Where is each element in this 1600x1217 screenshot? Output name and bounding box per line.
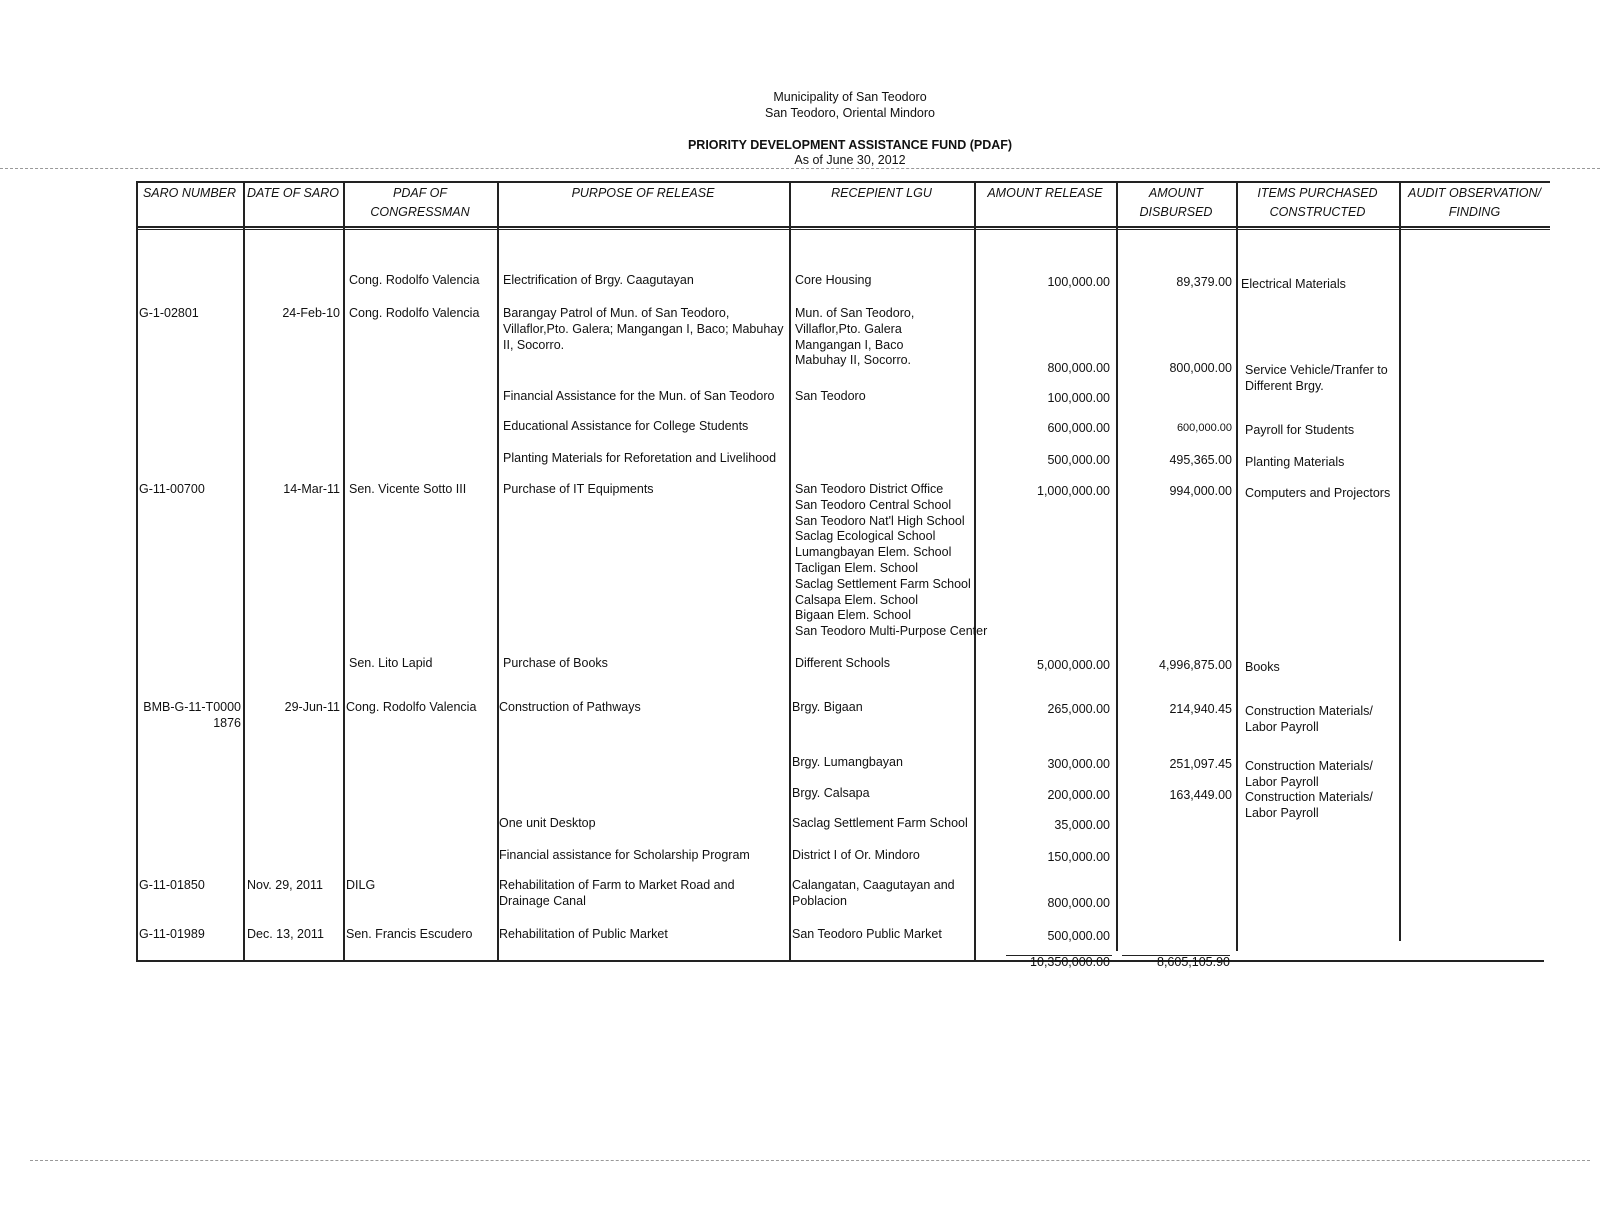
items-purchased: Planting Materials: [1245, 455, 1345, 469]
amount-release: 265,000.00: [1047, 702, 1110, 716]
purpose: Financial Assistance for the Mun. of San Teodoro: [503, 389, 775, 403]
congressman: Cong. Rodolfo Valencia: [349, 306, 480, 320]
document-title: PRIORITY DEVELOPMENT ASSISTANCE FUND (PDAF): [687, 138, 1013, 152]
municipality-address: San Teodoro, Oriental Mindoro: [764, 106, 935, 120]
total-amount-disbursed: 8,605,105.90: [1157, 955, 1230, 969]
column-header: ITEMS PURCHASED CONSTRUCTED: [1257, 186, 1378, 219]
saro-number: G-11-01989: [139, 927, 205, 941]
column-divider: [136, 181, 138, 961]
purpose: Purchase of IT Equipments: [503, 482, 654, 496]
recipient-lgu: San Teodoro District Office San Teodoro Central School San Teodoro Nat'l High School Saclag Ecological School Lumangbayan Elem. School Tacligan Elem. School Saclag Settlement Farm School Calsapa Elem. School Bigaan Elem. School San Teodoro Multi-Purpose Center: [795, 482, 988, 639]
items-purchased: Construction Materials/ Labor Payroll: [1245, 704, 1373, 734]
column-divider: [1399, 181, 1401, 941]
column-header: PDAF OF CONGRESSMAN: [370, 186, 470, 219]
column-header: RECEPIENT LGU: [831, 186, 932, 200]
scan-artifact-line: [30, 1160, 1590, 1162]
amount-release: 800,000.00: [1047, 896, 1110, 910]
amount-disbursed: 600,000.00: [1176, 422, 1232, 434]
amount-release: 300,000.00: [1047, 757, 1110, 771]
congressman: Sen. Lito Lapid: [349, 656, 433, 670]
recipient-lgu: Core Housing: [795, 273, 872, 287]
recipient-lgu: Mun. of San Teodoro, Villaflor,Pto. Galera Mangangan I, Baco Mabuhay II, Socorro.: [795, 306, 915, 368]
congressman: Cong. Rodolfo Valencia: [349, 273, 480, 287]
saro-date: Nov. 29, 2011: [247, 878, 323, 892]
amount-release: 35,000.00: [1054, 818, 1110, 832]
amount-disbursed: 163,449.00: [1169, 788, 1232, 802]
recipient-lgu: Brgy. Lumangbayan: [792, 755, 903, 769]
saro-number: G-11-00700: [139, 482, 205, 496]
as-of-date: As of June 30, 2012: [794, 153, 906, 167]
purpose: Financial assistance for Scholarship Program: [499, 848, 750, 862]
amount-disbursed: 495,365.00: [1169, 453, 1232, 467]
amount-disbursed: 214,940.45: [1169, 702, 1232, 716]
amount-disbursed: 800,000.00: [1169, 361, 1232, 375]
purpose: Planting Materials for Reforetation and Livelihood: [503, 451, 777, 465]
items-purchased: Service Vehicle/Tranfer to Different Brgy.: [1245, 363, 1388, 393]
municipality-name: Municipality of San Teodoro: [773, 90, 927, 104]
congressman: DILG: [346, 878, 376, 892]
purpose: Construction of Pathways: [499, 700, 641, 714]
column-divider: [789, 181, 791, 961]
column-header: SARO NUMBER: [142, 186, 237, 200]
purpose: Rehabilitation of Farm to Market Road and Drainage Canal: [499, 878, 735, 908]
recipient-lgu: Different Schools: [795, 656, 890, 670]
column-header: AMOUNT RELEASE: [987, 186, 1103, 200]
scan-artifact-line: [0, 168, 1600, 170]
items-purchased: Computers and Projectors: [1245, 486, 1391, 500]
congressman: Sen. Vicente Sotto III: [349, 482, 467, 496]
purpose: Electrification of Brgy. Caagutayan: [503, 273, 694, 287]
column-divider: [343, 181, 345, 961]
recipient-lgu: San Teodoro: [795, 389, 866, 403]
amount-disbursed: 89,379.00: [1176, 275, 1232, 289]
saro-number: G-11-01850: [139, 878, 205, 892]
column-header: AUDIT OBSERVATION/ FINDING: [1408, 186, 1541, 219]
column-header: DATE OF SARO: [247, 186, 339, 200]
total-amount-release: 10,350,000.00: [1030, 955, 1110, 969]
column-divider: [1116, 181, 1118, 951]
amount-release: 500,000.00: [1047, 453, 1110, 467]
items-purchased: Payroll for Students: [1245, 423, 1355, 437]
column-divider: [243, 181, 245, 961]
congressman: Cong. Rodolfo Valencia: [346, 700, 477, 714]
recipient-lgu: San Teodoro Public Market: [792, 927, 942, 941]
items-purchased: Books: [1245, 660, 1280, 674]
amount-release: 500,000.00: [1047, 929, 1110, 943]
recipient-lgu: Saclag Settlement Farm School: [792, 816, 968, 830]
saro-date: Dec. 13, 2011: [247, 927, 324, 941]
column-divider: [497, 181, 499, 961]
items-purchased: Construction Materials/ Labor Payroll: [1245, 790, 1373, 820]
column-header: AMOUNT DISBURSED: [1139, 186, 1213, 219]
amount-disbursed: 251,097.45: [1169, 757, 1232, 771]
header-bottom-border: [136, 229, 1550, 230]
amount-release: 100,000.00: [1047, 275, 1110, 289]
recipient-lgu: Brgy. Calsapa: [792, 786, 870, 800]
amount-release: 600,000.00: [1047, 421, 1110, 435]
saro-date: 29-Jun-11: [284, 700, 340, 714]
saro-number: BMB-G-11-T0000 1876: [143, 700, 241, 730]
amount-release: 800,000.00: [1047, 361, 1110, 375]
table-bottom-border: [136, 960, 1544, 962]
column-divider: [1236, 181, 1238, 951]
amount-release: 200,000.00: [1047, 788, 1110, 802]
header-bottom-border: [136, 226, 1550, 228]
saro-date: 14-Mar-11: [283, 482, 340, 496]
amount-disbursed: 994,000.00: [1169, 484, 1232, 498]
purpose: Educational Assistance for College Students: [503, 419, 749, 433]
purpose: One unit Desktop: [499, 816, 596, 830]
items-purchased: Electrical Materials: [1241, 277, 1346, 291]
purpose: Rehabilitation of Public Market: [499, 927, 668, 941]
recipient-lgu: Brgy. Bigaan: [792, 700, 863, 714]
amount-disbursed: 4,996,875.00: [1159, 658, 1232, 672]
amount-release: 5,000,000.00: [1037, 658, 1110, 672]
items-purchased: Construction Materials/ Labor Payroll: [1245, 759, 1373, 789]
congressman: Sen. Francis Escudero: [346, 927, 473, 941]
table-top-border: [136, 181, 1550, 183]
purpose: Barangay Patrol of Mun. of San Teodoro, Villaflor,Pto. Galera; Mangangan I, Baco; Mabuhay II, Socorro.: [503, 306, 784, 352]
amount-release: 100,000.00: [1047, 391, 1110, 405]
purpose: Purchase of Books: [503, 656, 608, 670]
recipient-lgu: District I of Or. Mindoro: [792, 848, 920, 862]
saro-number: G-1-02801: [139, 306, 199, 320]
saro-date: 24-Feb-10: [282, 306, 340, 320]
amount-release: 150,000.00: [1047, 850, 1110, 864]
amount-release: 1,000,000.00: [1037, 484, 1110, 498]
recipient-lgu: Calangatan, Caagutayan and Poblacion: [792, 878, 955, 908]
column-header: PURPOSE OF RELEASE: [571, 186, 715, 200]
